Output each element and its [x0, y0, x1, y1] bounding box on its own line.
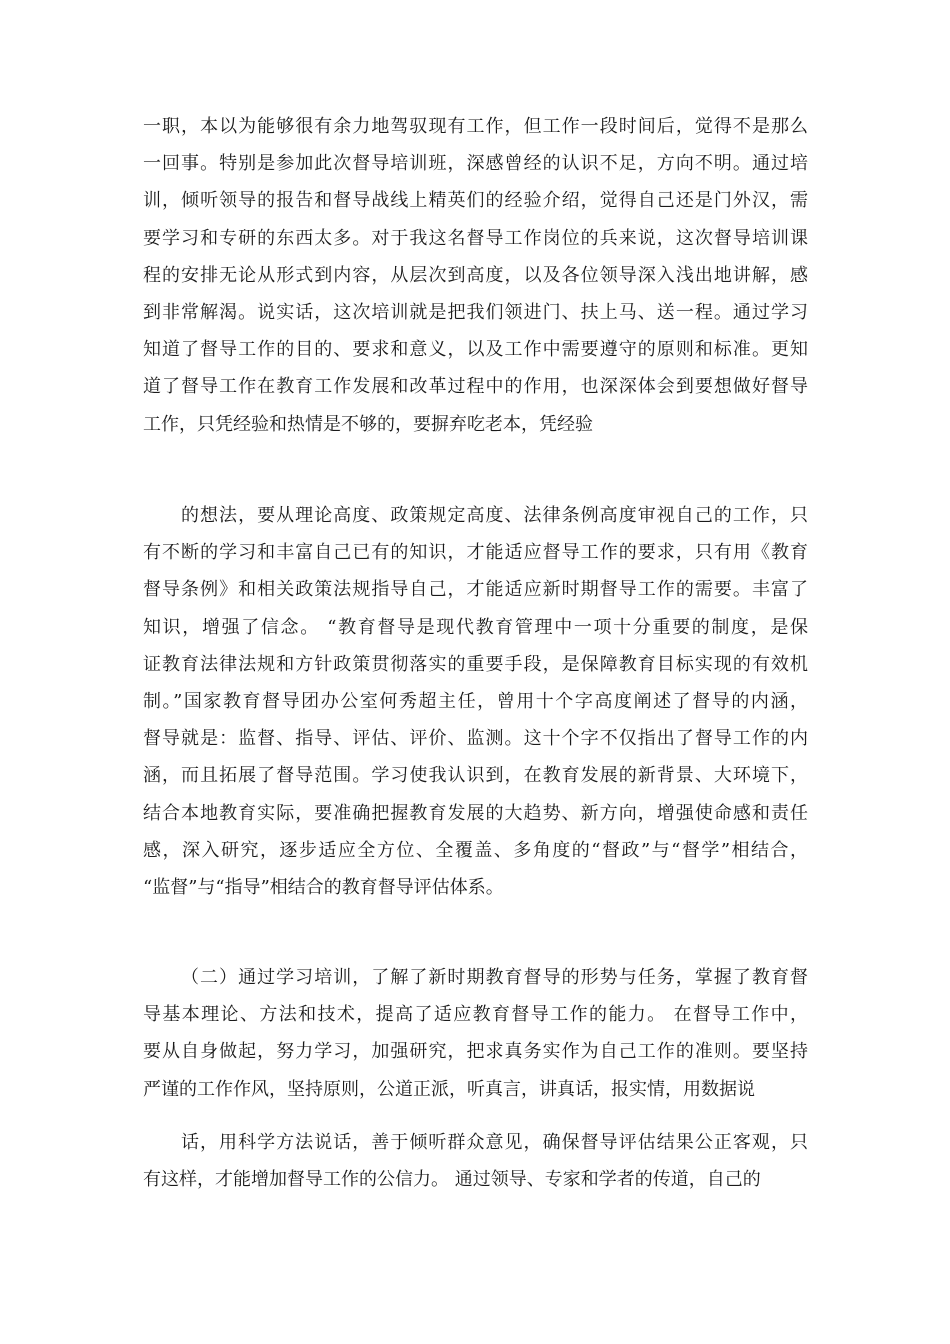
text-line: 涵，而且拓展了督导范围。学习使我认识到，在教育发展的新背景、大环境下，	[143, 765, 808, 787]
text-line: 督导条例》和相关政策法规指导自己，才能适应新时期督导工作的需要。丰富了	[143, 579, 808, 601]
text-line: 督导就是：监督、指导、评估、评价、监测。这十个字不仅指出了督导工作的内	[143, 728, 808, 750]
text-line: 有不断的学习和丰富自己已有的知识，才能适应督导工作的要求，只有用《教育	[143, 542, 808, 564]
text-line: 一回事。特别是参加此次督导培训班，深感曾经的认识不足，方向不明。通过培	[143, 153, 808, 175]
text-line: 要从自身做起，努力学习，加强研究，把求真务实作为自己工作的准则。要坚持	[143, 1041, 808, 1063]
text-line: 结合本地教育实际，要准确把握教育发展的大趋势、新方向，增强使命感和责任	[143, 802, 808, 824]
paragraph-3	[143, 959, 808, 1108]
text-line: 知道了督导工作的目的、要求和意义，以及工作中需要遵守的原则和标准。更知	[143, 339, 808, 361]
text-line: 证教育法律法规和方针政策贯彻落实的重要手段，是保障教育目标实现的有效机	[143, 653, 808, 675]
paragraph-2	[143, 497, 808, 906]
text-line: 工作，只凭经验和热情是不够的，要摒弃吃老本，凭经验	[143, 413, 593, 435]
text-line: 一职，本以为能够很有余力地驾驭现有工作，但工作一段时间后，觉得不是那么	[143, 116, 808, 137]
text-line: 的想法，要从理论高度、政策规定高度、法律条例高度审视自己的工作，只	[181, 505, 808, 526]
text-line: 有这样，才能增加督导工作的公信力。 通过领导、专家和学者的传道，自己的	[143, 1169, 761, 1191]
text-line: 道了督导工作在教育工作发展和改革过程中的作用，也深深体会到要想做好督导	[143, 376, 808, 398]
text-line: 感，深入研究，逐步适应全方位、全覆盖、多角度的“督政”与“督学”相结合，	[143, 839, 808, 861]
paragraph-4	[143, 1124, 808, 1198]
text-line: “监督”与“指导”相结合的教育督导评估体系。	[143, 876, 504, 898]
text-line: 要学习和专研的东西太多。对于我这名督导工作岗位的兵来说，这次督导培训课	[143, 227, 808, 249]
text-line: 到非常解渴。说实话，这次培训就是把我们领进门、扶上马、送一程。通过学习	[143, 301, 808, 323]
text-line: （二）通过学习培训，了解了新时期教育督导的形势与任务，掌握了教育督	[181, 967, 808, 988]
text-line: 话，用科学方法说话，善于倾听群众意见，确保督导评估结果公正客观，只	[181, 1132, 808, 1153]
text-line: 严谨的工作作风，坚持原则，公道正派，听真言，讲真话，报实情，用数据说	[143, 1078, 755, 1100]
text-line: 导基本理论、方法和技术，提高了适应教育督导工作的能力。 在督导工作中，	[143, 1004, 808, 1026]
paragraph-1	[143, 108, 808, 443]
text-line: 知识，增强了信念。 “教育督导是现代教育管理中一项十分重要的制度，是保	[143, 616, 808, 638]
text-line: 训，倾听领导的报告和督导战线上精英们的经验介绍，觉得自己还是门外汉，需	[143, 190, 808, 212]
text-line: 程的安排无论从形式到内容，从层次到高度，以及各位领导深入浅出地讲解，感	[143, 264, 808, 286]
text-line: 制。”国家教育督导团办公室何秀超主任，曾用十个字高度阐述了督导的内涵，	[143, 690, 808, 712]
